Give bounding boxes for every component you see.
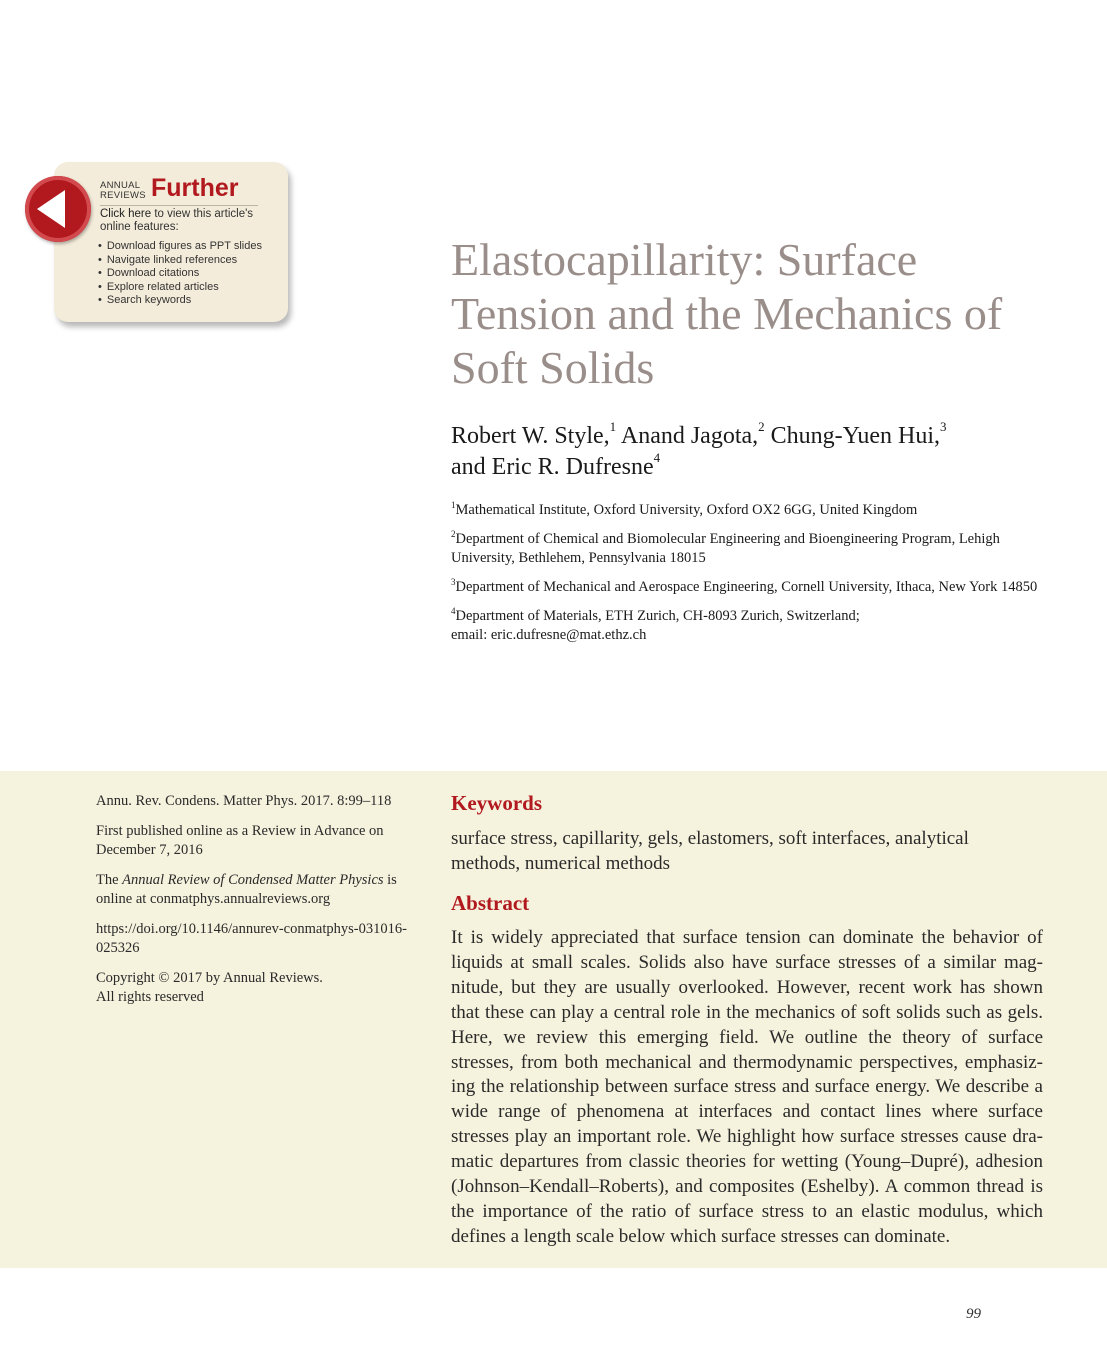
affiliations [451, 496, 1051, 650]
author: Chung-Yuen Hui, [770, 423, 940, 449]
list-item: • Download figures as PPT slides [98, 240, 262, 254]
list-item: • Search keywords [98, 294, 262, 308]
journal-info: The Annual Review of Condensed Matter Physics is online at conmatphys.annualreviews.org [96, 872, 397, 907]
doi-link[interactable]: https://doi.org/10.1146/annurev-conmatphys-031016-025326 [96, 921, 407, 956]
article-title: Elastocapillarity: Surface Tension and the Mechanics of Soft Solids [451, 234, 1003, 393]
affiliation: $^1$Mathematical Institute, Oxford University, Oxford OX2 6GG, United Kingdom [451, 500, 918, 518]
further-header [100, 174, 280, 202]
author: Robert W. Style, [451, 423, 610, 449]
abstract-heading: Abstract [451, 891, 530, 915]
article-metadata [96, 792, 416, 1018]
further-title: Further [151, 174, 239, 202]
list-item: • Explore related articles [98, 281, 262, 295]
arrow-left-icon [37, 190, 65, 228]
click-here-link[interactable]: Click here [100, 208, 152, 220]
author: Anand Jagota, [620, 423, 759, 449]
further-badge[interactable] [25, 176, 91, 242]
affiliation: $^4$Department of Materials, ETH Zurich, CH-8093 Zurich, Switzerland; email: eric.dufresne@mat.ethz.ch [451, 606, 860, 643]
further-divider [100, 205, 258, 206]
copyright: Copyright © 2017 by Annual Reviews. All rights reserved [96, 970, 323, 1005]
abstract-text: It is widely appreciated that surface tension can dominate the behavior of liquids at small scales. Solids also have surface stresses of a similar mag-nitude, but they are usually overlooked. However, recent work has shown that these can play a central role in the mechanics of soft solids such as gels. Here, we review this emerging field. We outline the theory of surface stresses, from both mechanical and thermodynamic perspectives, emphasiz-ing the relationship between surface stress and surface energy. We describe a wide range of phenomena at interfaces and contact lines where surface stresses play an important role. We highlight how surface stresses cause dra-matic departures from classic theories for wetting (Young–Dupré), adhesion (Johnson–Kendall–Roberts), and composites (Eshelby). A common thread is the importance of the ratio of surface stress to an elastic modulus, which defines a length scale below which surface stresses can dominate. [451, 927, 1043, 1247]
author: and Eric R. Dufresne [451, 454, 654, 480]
further-description: Click here to view this article's online features: [100, 208, 254, 233]
list-item: • Navigate linked references [98, 254, 262, 268]
annual-reviews-logo: ANNUAL REVIEWS [100, 180, 146, 201]
keywords-text: surface stress, capillarity, gels, elastomers, soft interfaces, analytical methods, numerical methods [451, 828, 969, 874]
author-list: Robert W. Style,$^1$ Anand Jagota,$^2$ Chung-Yuen Hui,$^3$ and Eric R. Dufresne$^4$ [451, 419, 947, 480]
page-number: 99 [966, 1306, 981, 1322]
citation: Annu. Rev. Condens. Matter Phys. 2017. 8:99–118 [96, 793, 392, 809]
list-item: • Download citations [98, 267, 262, 281]
publication-date: First published online as a Review in Advance on December 7, 2016 [96, 823, 384, 858]
affiliation: $^2$Department of Chemical and Biomolecular Engineering and Bioengineering Program, Lehigh University, Bethlehem, Pennsylvania 18015 [451, 529, 1000, 566]
author-email[interactable]: email: eric.dufresne@mat.ethz.ch [451, 626, 647, 643]
further-features-list [98, 240, 262, 308]
keywords-heading: Keywords [451, 791, 542, 815]
affiliation: $^3$Department of Mechanical and Aerospace Engineering, Cornell University, Ithaca, New York 14850 [451, 577, 1038, 595]
